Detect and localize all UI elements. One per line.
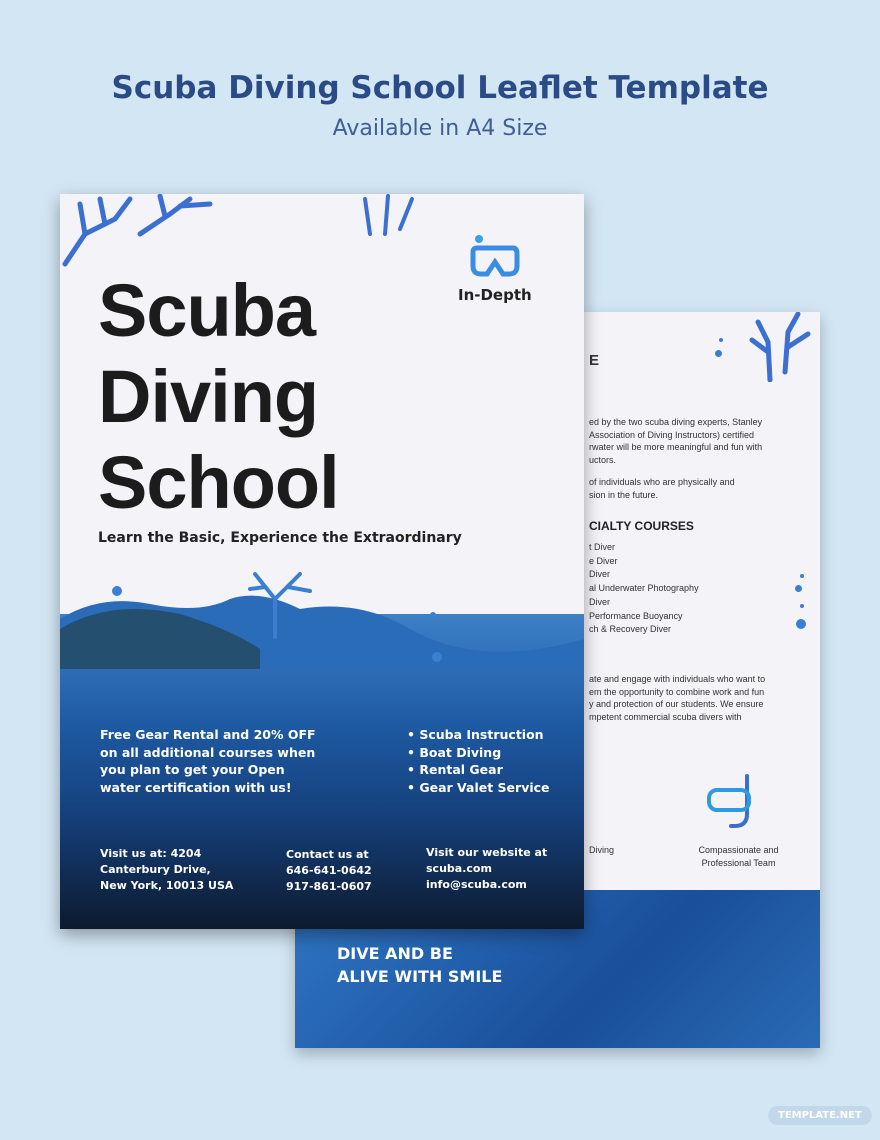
watermark: TEMPLATE.NET — [768, 1106, 872, 1125]
brand-logo: In-Depth — [458, 234, 532, 304]
reef-silhouette — [60, 589, 584, 669]
courses-list: t Diver e Diver Diver al Underwater Photography Diver Performance Buoyancy ch & Recovery Diver — [589, 542, 699, 635]
coral-icon — [350, 194, 420, 239]
dive-mask-icon — [469, 234, 521, 278]
intro-text: ed by the two scuba diving experts, Stanley Association of Diving Instructors) certified rwater will be more meaningful and fun with uctors. — [589, 417, 763, 465]
page-subtitle: Available in A4 Size — [332, 116, 548, 141]
page-title: Scuba Diving School Leaflet Template — [111, 70, 769, 106]
address: Visit us at: 4204 Canterbury Drive, New York, 10013 USA — [100, 847, 234, 892]
intro-text-2: of individuals who are physically and sion in the future. — [589, 477, 735, 500]
leaflet-front — [60, 194, 584, 929]
coral-icon — [60, 194, 220, 274]
coral-icon — [230, 559, 320, 639]
feature-diving-label: Diving — [589, 845, 615, 855]
courses-heading: CIALTY COURSES — [589, 519, 694, 533]
back-heading: E — [589, 352, 600, 369]
leaflet-title: Scuba Diving School — [98, 269, 339, 524]
website-info: Visit our website at scuba.com info@scuba.com — [426, 846, 548, 891]
coral-icon — [740, 312, 820, 382]
feature-team-label: Compassionate and Professional Team — [698, 845, 779, 868]
contact-info: Contact us at 646-641-0642 917-861-0607 — [286, 848, 372, 893]
tagline: Learn the Basic, Experience the Extraordinary — [98, 530, 462, 546]
services-list: • Scuba Instruction • Boat Diving • Rental Gear • Gear Valet Service — [407, 727, 550, 795]
mission-text: ate and engage with individuals who want to em the opportunity to combine work and fun y and protection of our students. We ensure mpetent commercial scuba divers with — [589, 674, 766, 722]
offer-text: Free Gear Rental and 20% OFF on all additional courses when you plan to get your Open water certification with us! — [100, 727, 316, 795]
snorkel-mask-icon — [707, 774, 763, 836]
slogan: DIVE AND BE ALIVE WITH SMILE — [337, 944, 503, 986]
